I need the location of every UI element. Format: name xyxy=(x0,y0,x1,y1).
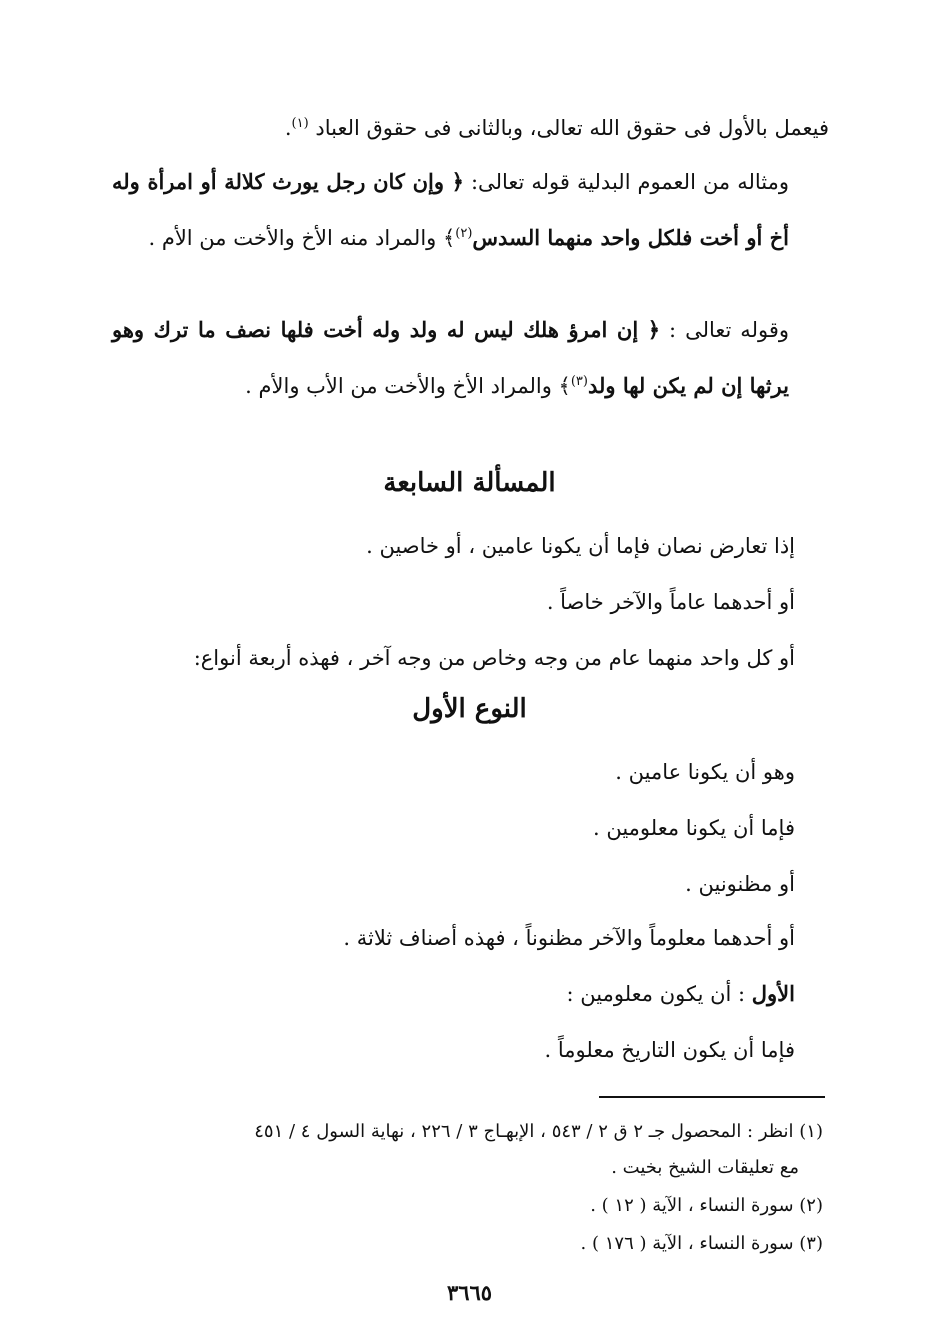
subsection-line-1: وهو أن يكونا عامين . xyxy=(615,760,795,784)
footnote-separator xyxy=(599,1096,825,1098)
section-line-2: أو أحدهما عاماً والآخر خاصاً . xyxy=(546,590,795,614)
subsection-line-5-rest: : أن يكون معلومين : xyxy=(566,982,752,1006)
section-line-1: إذا تعارض نصان فإما أن يكونا عامين ، أو خاصين . xyxy=(366,534,795,558)
footnote-3: (٣) سورة النساء ، الآية ( ١٧٦ ) . xyxy=(580,1233,823,1254)
footnote-ref-3: (٣) xyxy=(570,374,588,389)
footnote-2: (٢) سورة النساء ، الآية ( ١٢ ) . xyxy=(590,1195,823,1216)
first-label: الأول xyxy=(751,981,795,1006)
section-line-3: أو كل واحد منهما عام من وجه وخاص من وجه آخر ، فهذه أربعة أنواع: xyxy=(193,646,795,670)
intro-text-2a: ومثاله من العموم البدلية قوله تعالى: xyxy=(470,170,789,194)
intro-paragraph-1: فيعمل بالأول فى حقوق الله تعالى، وبالثانى فى حقوق العباد $^{(١)}$. xyxy=(284,116,829,140)
footnote-1: (١) انظر : المحصول جـ ٢ ق ٢ / ٥٤٣ ، الإبهـاج ٣ / ٢٢٦ ، نهاية السول ٤ / ٤٥١ xyxy=(254,1121,823,1142)
intro-paragraph-2 xyxy=(112,156,829,264)
quran-quote-1: ﴿ وإن كان رجل يورث كلالة أو امرأة وله أخ أو أخت فلكل واحد منهما السدس xyxy=(112,169,789,250)
subsection-line-2: فإما أن يكونا معلومين . xyxy=(592,816,795,840)
footnote-ref-1: (١) xyxy=(291,116,309,131)
intro-text-3a: وقوله تعالى : xyxy=(669,318,789,342)
subsection-heading: النوع الأول xyxy=(412,694,527,724)
intro-text-2b: ﴾ والمراد منه الأخ والأخت من الأم . xyxy=(148,226,456,250)
footnote-1-continued: مع تعليقات الشيخ بخيت . xyxy=(611,1157,799,1178)
subsection-line-3: أو مظنونين . xyxy=(685,872,795,896)
intro-text-1: فيعمل بالأول فى حقوق الله تعالى، وبالثانى فى حقوق العباد xyxy=(315,116,829,140)
section-heading: المسألة السابعة xyxy=(383,468,556,498)
subsection-line-6: فإما أن يكون التاريخ معلوماً . xyxy=(544,1038,795,1062)
intro-text-3b: ﴾ والمراد الأخ والأخت من الأب والأم . xyxy=(245,374,571,398)
quran-quote-2: ﴿ إن امرؤ هلك ليس له ولد وله أخت فلها نصف ما ترك وهو يرثها إن لم يكن لها ولد xyxy=(112,317,789,398)
footnote-ref-2: (٢) xyxy=(455,226,473,241)
page-number: ٣٦٦٥ xyxy=(446,1280,493,1305)
intro-paragraph-3 xyxy=(112,304,829,412)
subsection-line-4: أو أحدهما معلوماً والآخر مظنوناً ، فهذه أصناف ثلاثة . xyxy=(343,926,795,950)
subsection-line-5 xyxy=(567,974,795,1014)
